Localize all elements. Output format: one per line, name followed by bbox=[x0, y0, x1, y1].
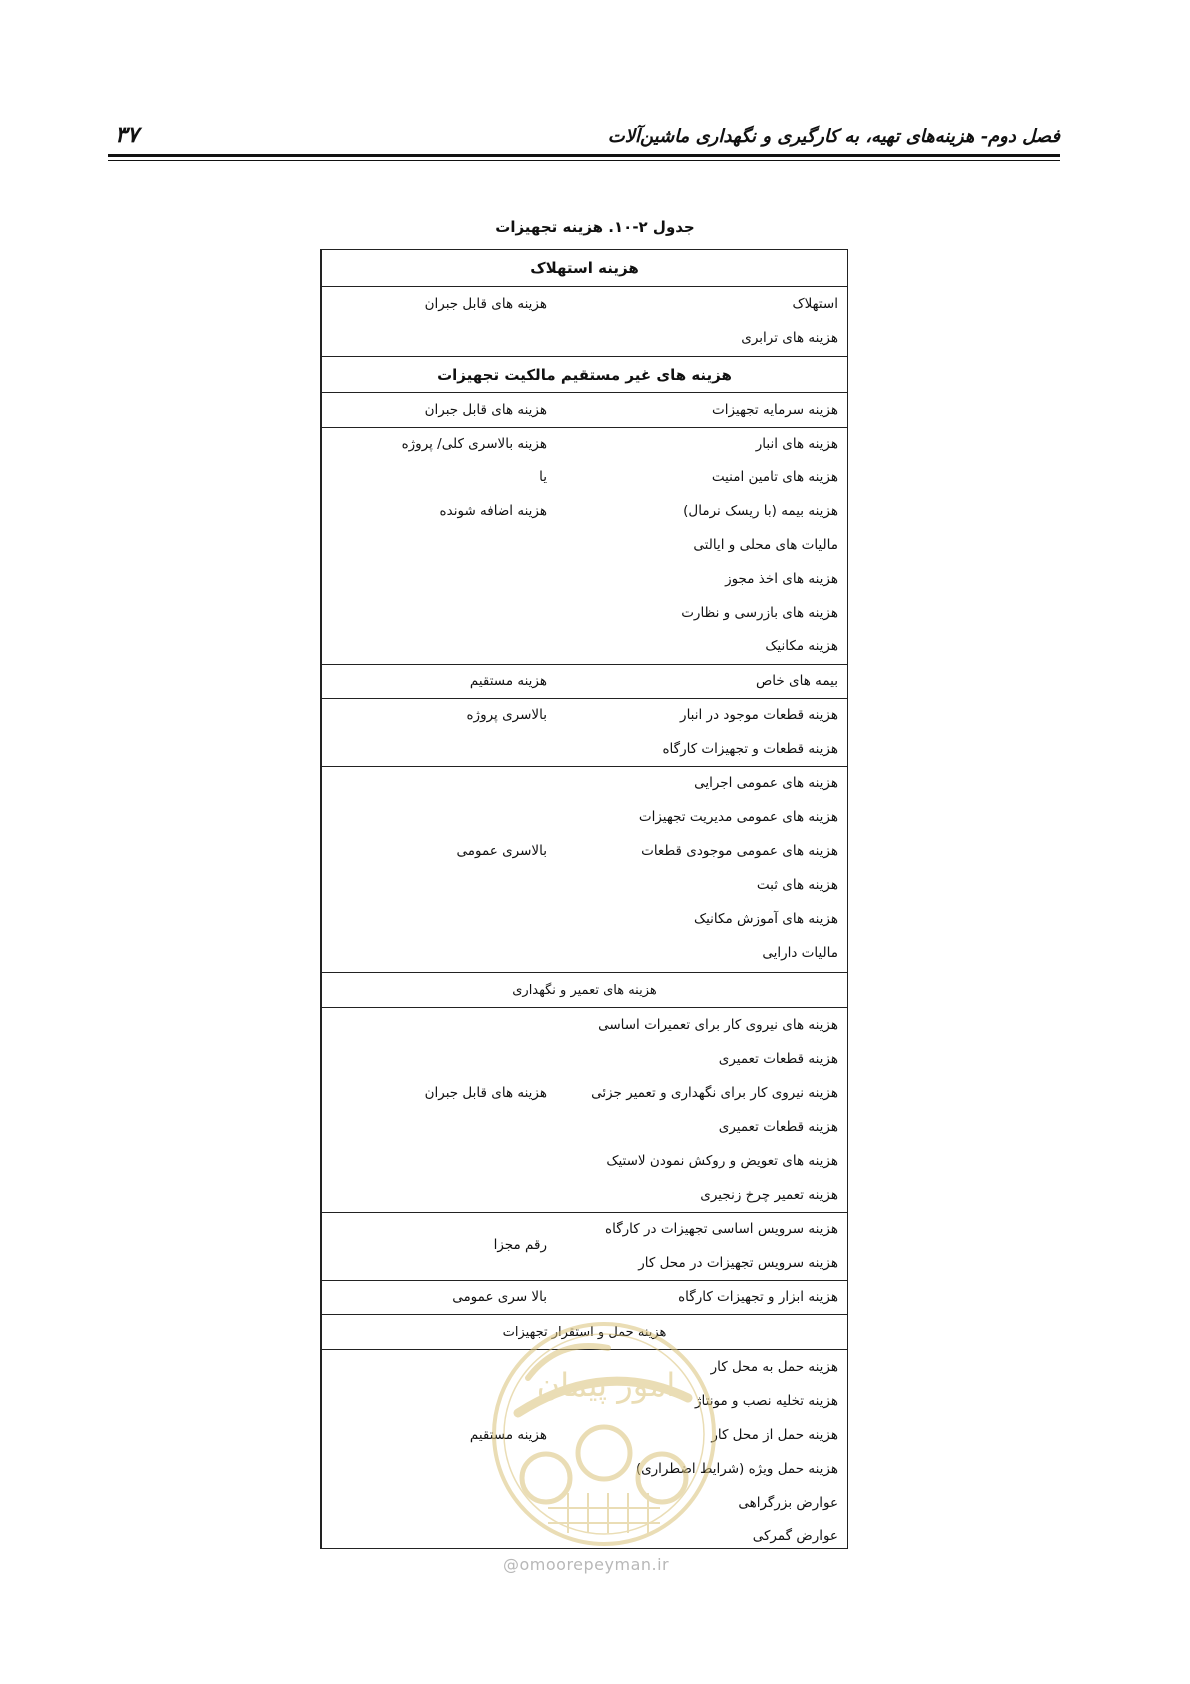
table-cell-item: هزینه نیروی کار برای نگهداری و تعمیر جزئی bbox=[591, 1085, 838, 1101]
table-cell-item: هزینه سرویس تجهیزات در محل کار bbox=[638, 1255, 838, 1271]
table-cell-item: هزینه های عمومی اجرایی bbox=[694, 775, 838, 791]
table-cell-item: هزینه قطعات و تجهیزات کارگاه bbox=[662, 741, 838, 757]
table-cell-item: هزینه های اخذ مجوز bbox=[725, 571, 838, 587]
table-cell-class: یا bbox=[539, 469, 547, 485]
section-header-repair bbox=[322, 972, 847, 1008]
table-cell-class: بالا سری عمومی bbox=[452, 1289, 547, 1305]
table-cell-item: هزینه بیمه (با ریسک نرمال) bbox=[683, 503, 838, 519]
table-cell-class: هزینه بالاسری کلی/ پروژه bbox=[401, 436, 547, 452]
table-cell-item: هزینه تخلیه نصب و مونتاژ bbox=[695, 1393, 838, 1409]
table-cell-item: هزینه های تعویض و روکش نمودن لاستیک bbox=[606, 1153, 838, 1169]
table-cell-item: هزینه حمل به محل کار bbox=[710, 1359, 838, 1375]
section-header-depreciation bbox=[322, 250, 847, 287]
section-title: هزینه های تعمیر و نگهداری bbox=[512, 982, 657, 998]
table-cell-item: هزینه سرمایه تجهیزات bbox=[712, 402, 838, 418]
table-cell-item: مالیات های محلی و ایالتی bbox=[693, 537, 838, 553]
header-rule-thin bbox=[108, 160, 1060, 161]
table-cell-class: هزینه های قابل جبران bbox=[424, 296, 547, 312]
row-divider bbox=[322, 427, 847, 428]
header-rule-thick bbox=[108, 154, 1060, 157]
table-cell-item: هزینه های بازرسی و نظارت bbox=[681, 605, 838, 621]
section-title: هزینه حمل و استقرار تجهیزات bbox=[502, 1324, 667, 1340]
table-cell-item: استهلاک bbox=[792, 296, 838, 312]
table-cell-class: رقم مجزا bbox=[493, 1237, 547, 1253]
table-cell-item: هزینه تعمیر چرخ زنجیری bbox=[700, 1187, 838, 1203]
table-cell-item: هزینه ابزار و تجهیزات کارگاه bbox=[678, 1289, 838, 1305]
table-cell-item: هزینه قطعات موجود در انبار bbox=[680, 707, 838, 723]
table-cell-item: هزینه حمل از محل کار bbox=[711, 1427, 838, 1443]
watermark-site: @omoorepeyman.ir bbox=[503, 1555, 670, 1574]
row-divider bbox=[322, 766, 847, 767]
row-divider bbox=[322, 1280, 847, 1281]
watermark-seal-icon bbox=[488, 1318, 720, 1550]
row-divider bbox=[322, 698, 847, 699]
table-cell-item: هزینه قطعات تعمیری bbox=[718, 1119, 838, 1135]
table-cell-item: هزینه های نیروی کار برای تعمیرات اساسی bbox=[598, 1017, 838, 1033]
page-number: ۳۷ bbox=[115, 122, 139, 148]
table-cell-item: هزینه های ثبت bbox=[756, 877, 838, 893]
table-cell-item: هزینه حمل ویژه (شرایط اضطراری) bbox=[635, 1461, 838, 1477]
table-caption: جدول ۲-۱۰. هزینه تجهیزات bbox=[495, 218, 695, 236]
table-cell-item: هزینه های انبار bbox=[755, 436, 838, 452]
table-cell-item: هزینه سرویس اساسی تجهیزات در کارگاه bbox=[605, 1221, 838, 1237]
table-cell-item: هزینه قطعات تعمیری bbox=[718, 1051, 838, 1067]
table-cell-class: هزینه مستقیم bbox=[469, 1427, 547, 1443]
table-cell-item: هزینه های عمومی موجودی قطعات bbox=[641, 843, 838, 859]
table-cell-class: بالاسری عمومی bbox=[456, 843, 547, 859]
table-cell-class: هزینه های قابل جبران bbox=[424, 402, 547, 418]
table-cell-item: هزینه های عمومی مدیریت تجهیزات bbox=[638, 809, 838, 825]
table-cell-class: هزینه های قابل جبران bbox=[424, 1085, 547, 1101]
table-cell-class: هزینه مستقیم bbox=[469, 673, 547, 689]
table-cell-item: هزینه مکانیک bbox=[765, 638, 838, 654]
section-title: هزینه استهلاک bbox=[530, 259, 639, 277]
row-divider bbox=[322, 664, 847, 665]
table-cell-item: عوارض گمرکی bbox=[752, 1528, 838, 1544]
table-cell-class: بالاسری پروژه bbox=[466, 707, 547, 723]
chapter-title: فصل دوم- هزینه‌های تهیه، به کارگیری و نگهداری ماشین‌آلات bbox=[607, 126, 1060, 147]
section-header-indirect bbox=[322, 356, 847, 393]
row-divider bbox=[322, 1212, 847, 1213]
table-cell-class: هزینه اضافه شونده bbox=[439, 503, 547, 519]
section-title: هزینه های غیر مستقیم مالکیت تجهیزات bbox=[437, 365, 732, 384]
table-cell-item: هزینه های آموزش مکانیک bbox=[694, 911, 838, 927]
table-cell-item: مالیات دارایی bbox=[762, 945, 838, 961]
table-cell-item: هزینه های ترابری bbox=[741, 330, 838, 346]
table-cell-item: هزینه های تامین امنیت bbox=[711, 469, 838, 485]
seal-text: امور پیمان bbox=[536, 1366, 676, 1404]
table-cell-item: بیمه های خاص bbox=[755, 673, 838, 689]
table-cell-item: عوارض بزرگراهی bbox=[738, 1495, 838, 1511]
